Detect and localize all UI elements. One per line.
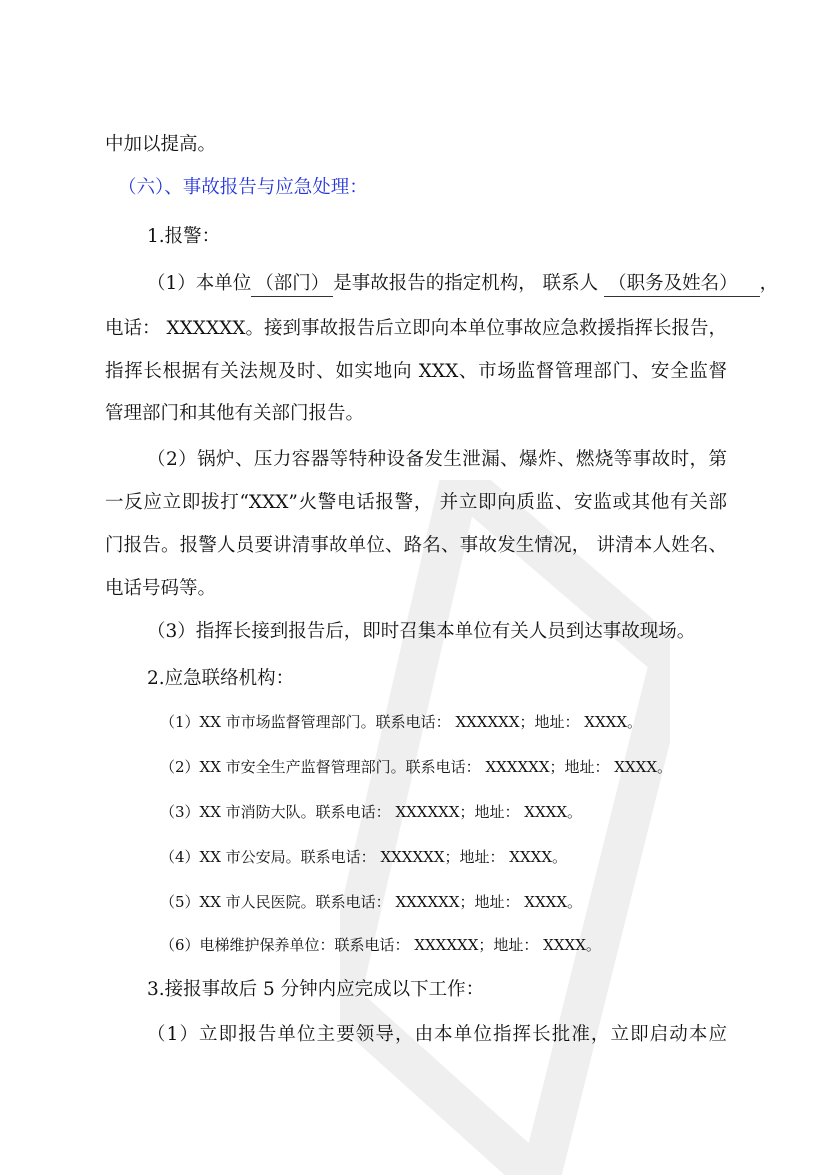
- contact-item: （5）XX 市人民医院。联系电话： XXXXXX；地址： XXXX。: [160, 893, 582, 911]
- subheading-tasks: 3.接报事故后 5 分钟内应完成以下工作：: [147, 979, 485, 1000]
- text: ，: [759, 273, 779, 294]
- paragraph-1-line-1: [147, 272, 778, 297]
- section-heading: （六）、事故报告与应急处理：: [118, 177, 368, 198]
- contact-item: （4）XX 市公安局。联系电话： XXXXXX；地址： XXXX。: [160, 848, 567, 866]
- blank-department: （部门）: [251, 272, 333, 297]
- contact-item: （2）XX 市安全生产监督管理部门。联系电话： XXXXXX；地址： XXXX。: [160, 758, 672, 776]
- text-line: 电话号码等。: [105, 578, 217, 599]
- text-line: （3）指挥长接到报告后，即时召集本单位有关人员到达事故现场。: [147, 621, 696, 642]
- text-line: 电话： XXXXXX。接到事故报告后立即向本单位事故应急救援指挥长报告，: [105, 318, 727, 339]
- text-line: 指挥长根据有关法规及时、如实地向 XXX、市场监督管理部门、安全监督: [105, 361, 727, 382]
- contact-item: （6）电梯维护保养单位：联系电话： XXXXXX；地址： XXXX。: [160, 936, 601, 954]
- text-line: （1）立即报告单位主要领导，由本单位指挥长批准，立即启动本应: [147, 1024, 727, 1045]
- contact-item: （1）XX 市市场监督管理部门。联系电话： XXXXXX；地址： XXXX。: [160, 713, 642, 731]
- contact-item: （3）XX 市消防大队。联系电话： XXXXXX；地址： XXXX。: [160, 803, 582, 821]
- text-line: 门报告。报警人员要讲清事故单位、路名、事故发生情况， 讲清本人姓名、: [105, 535, 727, 556]
- text-line: 管理部门和其他有关部门报告。: [105, 403, 365, 424]
- text-line: （2）锅炉、压力容器等特种设备发生泄漏、爆炸、燃烧等事故时，第: [147, 449, 727, 470]
- blank-contact-person: （职务及姓名）: [604, 272, 760, 297]
- watermark-logo: [340, 480, 670, 1175]
- subheading-contacts: 2.应急联络机构：: [147, 668, 295, 689]
- text-line: 一反应立即拔打“XXX”火警电话报警， 并立即向质监、安监或其他有关部: [105, 492, 727, 513]
- subheading-alarm: 1.报警：: [147, 226, 221, 247]
- text: （1）本单位: [147, 273, 252, 294]
- text-line: 中加以提高。: [105, 134, 217, 155]
- text: 是事故报告的指定机构， 联系人: [333, 273, 599, 294]
